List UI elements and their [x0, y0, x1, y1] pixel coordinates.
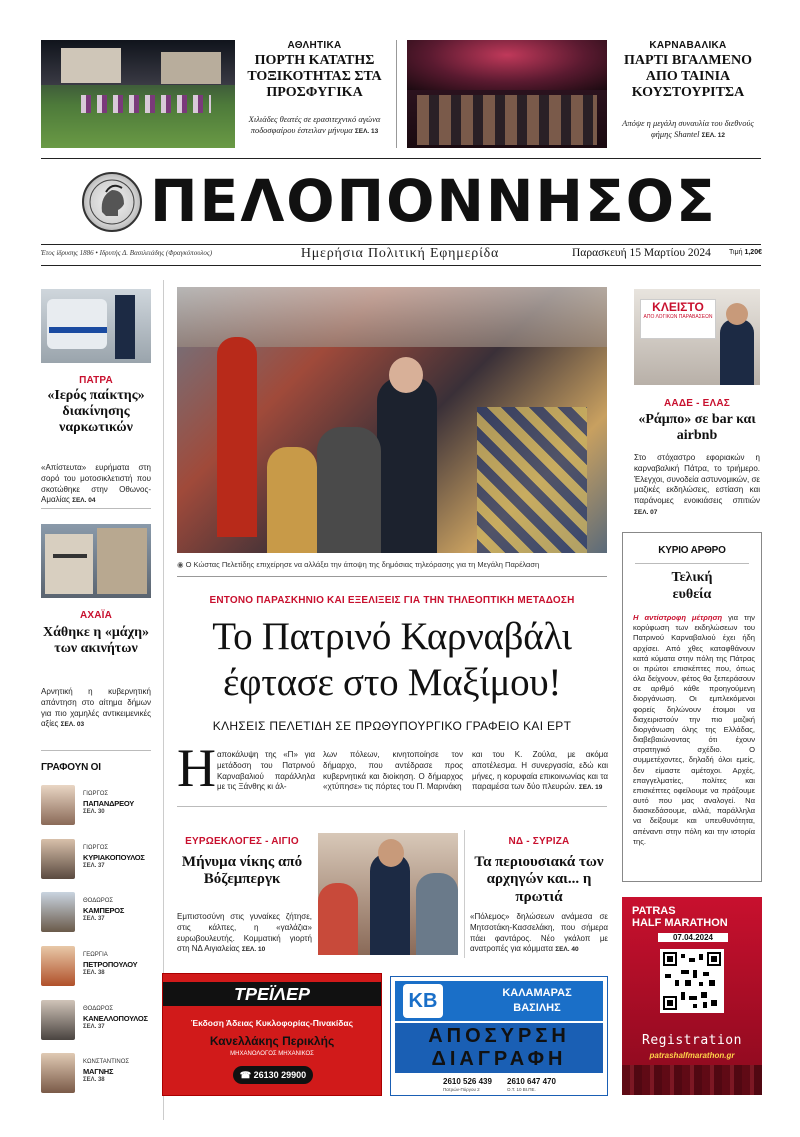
- columnist-last-name: ΠΕΤΡΟΠΟΥΛΟΥ: [83, 960, 138, 969]
- concert-photo: [407, 40, 607, 148]
- police-photo: [41, 289, 151, 363]
- columnist-last-name: ΚΑΝΕΛΛΟΠΟΥΛΟΣ: [83, 1014, 148, 1023]
- vozemberg-photo: [318, 833, 458, 955]
- main-kicker: ΕΝΤΟΝΟ ΠΑΡΑΣΚΗΝΙΟ ΚΑΙ ΕΞΕΛΙΞΕΙΣ ΓΙΑ ΤΗΝ ΤΗΛΕΟΠΤΙΚΗ ΜΕΤΑΔΟΣΗ: [209, 595, 575, 606]
- athena-head-icon: [84, 174, 140, 230]
- right-story1-body: [634, 453, 760, 518]
- bottom-story2-body-text: «Πόλεμος» δηλώσεων ανάμεσα σε Μητσοτάκη-Κασσελάκη, που σήμερα πάει φαντάρος. Νέο γκάλοπ με ανατροπές για κόμματα: [470, 912, 608, 954]
- trailer-ad-line1: Έκδοση Άδειας Κυκλοφορίας-Πινακίδας: [190, 1018, 354, 1028]
- camera-icon: ◉: [177, 560, 184, 569]
- trailer-ad-phone: [233, 1066, 313, 1084]
- trailer-ad[interactable]: [162, 973, 382, 1096]
- masthead-price: [722, 249, 762, 256]
- columnist-page: ΣΕΛ. 38: [83, 970, 105, 976]
- left-rule-2: [41, 750, 151, 751]
- avatar: [41, 785, 75, 825]
- trailer-ad-phone-number: 26130 29900: [253, 1070, 307, 1080]
- left-story1-body-text: «Απίστευτα» ευρήματα στη σορό του μοτοσικλετιστή που σκοτώθηκε στην Οθωνος-Αμαλίας: [41, 463, 151, 505]
- kalamaras-ad-name1: ΚΑΛΑΜΑΡΑΣ: [502, 987, 572, 999]
- right-story1-page: ΣΕΛ. 07: [634, 508, 658, 516]
- closed-sign: [640, 299, 716, 339]
- top-right-caption-text: Απόψε η μεγάλη συναυλία του διεθνούς φήμης Shantel: [622, 118, 754, 140]
- kalamaras-ad-name2: ΒΑΣΙΛΗΣ: [513, 1002, 561, 1014]
- avatar: [41, 839, 75, 879]
- left-story2-body: [41, 687, 151, 730]
- top-right-caption: [614, 118, 762, 141]
- columnist-4[interactable]: [41, 944, 161, 990]
- editorial-lead: Η αντίστροφη μέτρηση: [633, 613, 723, 622]
- masthead-rule-bottom: [41, 265, 761, 266]
- main-rule-2: [177, 806, 607, 807]
- columnist-first-name: ΘΟΔΩΡΟΣ: [83, 898, 114, 904]
- half-marathon-cta[interactable]: Registration: [642, 1033, 742, 1048]
- kalamaras-ad-addr2: Ο.Τ. 10 ΒΙ.ΠΕ.: [507, 1087, 536, 1092]
- columnist-page: ΣΕΛ. 37: [83, 916, 105, 922]
- columnist-last-name: ΚΥΡΙΑΚΟΠΟΥΛΟΣ: [83, 853, 145, 862]
- kalamaras-ad-phone2: 2610 647 470: [507, 1077, 556, 1086]
- left-story1-title[interactable]: «Ιερός παίκτης» διακίνησης ναρκωτικών: [47, 388, 145, 436]
- half-marathon-url[interactable]: patrashalfmarathon.gr: [649, 1051, 735, 1060]
- trailer-ad-name: Κανελλάκης Περικλής: [209, 1034, 335, 1048]
- kalamaras-ad-line1: ΑΠΟΣΥΡΣΗ: [428, 1025, 570, 1047]
- left-story1-body: [41, 463, 151, 506]
- columnist-first-name: ΘΟΔΩΡΟΣ: [83, 1006, 114, 1012]
- columnist-page: ΣΕΛ. 38: [83, 1077, 105, 1083]
- left-story2-page: ΣΕΛ. 03: [60, 721, 85, 729]
- main-body-col3: [472, 750, 608, 793]
- writers-title: ΓΡΑΦΟΥΝ ΟΙ: [41, 762, 101, 773]
- editorial-body-text: για την κορύφωση των εκδηλώσεων του Πατρινού Καρναβαλιού έχει ήδη αρχίσει. Από χθες καταφθάνουν κατά κύματα στην πόλη της Πάτρας οι πρώτοι επισκέπτες που, όπως όλα δείχνουν, φέτος θα ξεπεράσουν σε αριθμό κάθε προηγούμενη διοργάνωση. Οι εμπλεκόμενοι φορείς δηλώνουν έτοιμοι να διαχειριστούν την πιο μαζική διοργάνωση όλης της Ελλάδας, διαβεβαιώνοντας ότι έχουν στρατηγικό σχέδιο. Ο συμμετέχοντες, δηλαδή όλοι εμείς, δεν είμαστε αμέτοχοι. Αρχές, επαγγελματίες, πολίτες και επισκέπτες οφείλουμε να πράξουμε αυτό που μας αναλογεί. Να διασκεδάσουμε, αλλά, παράλληλα να δείξουμε και υπευθυνότητα, απέναντι στην πόλη και την ιστορία της.: [633, 613, 755, 846]
- columnist-3[interactable]: [41, 890, 161, 936]
- columnist-first-name: ΓΕΩΡΓΙΑ: [83, 952, 108, 958]
- top-right-title[interactable]: ΠΑΡΤΙ ΒΓΑΛΜΕΝΟ ΑΠΟ ΤΑΙΝΙΑ ΚΟΥΣΤΟΥΡΙΤΣΑ: [624, 53, 752, 101]
- qr-code-icon[interactable]: [660, 949, 724, 1013]
- columnist-5[interactable]: [41, 998, 161, 1044]
- columnist-last-name: ΠΑΠΑΝΔΡΕΟΥ: [83, 799, 135, 808]
- main-photo-caption: [177, 560, 607, 569]
- kb-logo-icon: KB: [403, 984, 443, 1018]
- main-headline[interactable]: [170, 614, 614, 706]
- kalamaras-ad-top: [395, 981, 603, 1021]
- top-left-title[interactable]: ΠΟΡΤΗ ΚΑΤΑΤΗΣ ΤΟΞΙΚΟΤΗΤΑΣ ΣΤΑ ΠΡΟΣΦΥΓΙΚΑ: [247, 53, 382, 101]
- bottom-divider: [464, 830, 465, 958]
- half-marathon-ad[interactable]: [622, 897, 762, 1095]
- main-body-col2: λων πόλεων, κινητοποίησε τον δήμαρχο, που αντέδρασε προς κυβερνητικά και διοίκηση. Ο δήμαρχος «χτύπησε» τις πόρτες του Π. Μαρινάκη: [323, 750, 463, 792]
- columnist-page: ΣΕΛ. 37: [83, 863, 105, 869]
- half-marathon-brand2: HALF MARATHON: [632, 917, 728, 929]
- columnist-first-name: ΓΙΩΡΓΟΣ: [83, 845, 109, 851]
- left-story2-kicker: ΑΧΑΪΑ: [79, 610, 113, 621]
- price-label: Τιμή: [729, 249, 743, 256]
- top-left-page: ΣΕΛ. 13: [354, 128, 379, 136]
- left-story2-title[interactable]: Χάθηκε η «μάχη» των ακινήτων: [42, 625, 150, 657]
- left-rule-1: [41, 508, 151, 509]
- masthead-founded: Έτος ίδρυσης 1886 • Ιδρυτής Δ. Βασιλειάδης (Φραγκόπουλος): [41, 249, 213, 257]
- buildings-photo: [41, 524, 151, 598]
- masthead-logo: [82, 172, 142, 232]
- carnival-main-photo: [177, 287, 607, 553]
- editorial-body: [633, 613, 755, 847]
- main-body-col1: αποκάλυψη της «Π» για μετάδοση του Πατρινού Καρναβαλιού παράλληλα με τις Ξάνθης κι άλ-: [217, 750, 315, 792]
- kalamaras-ad-phone1: 2610 526 439: [443, 1077, 492, 1086]
- top-rule: [41, 158, 761, 159]
- editorial-kicker: ΚΥΡΙΟ ΑΡΘΡΟ: [658, 545, 726, 556]
- left-story2-body-text: Αρνητική η κυβερνητική απάντηση στο αίτημα δήμων για πιο χαμηλές αντικειμενικές αξίες: [41, 687, 151, 729]
- main-page: ΣΕΛ. 19: [578, 784, 603, 792]
- half-marathon-brand1: PATRAS: [632, 905, 676, 917]
- columnist-last-name: ΚΑΜΠΕΡΟΣ: [83, 906, 125, 915]
- kalamaras-ad-line2: ΔΙΑΓΡΑΦΗ: [431, 1048, 567, 1070]
- editorial-title[interactable]: Τελική ευθεία: [671, 570, 713, 602]
- city-skyline: [622, 1065, 762, 1095]
- top-right-kicker: ΚΑΡΝΑΒΑΛΙΚΑ: [649, 40, 727, 51]
- phone-icon: ☎: [239, 1070, 252, 1080]
- bottom-story1-title[interactable]: Μήνυμα νίκης από Βόζεμπεργκ: [181, 854, 303, 888]
- main-photo-caption-text: Ο Κώστας Πελετίδης επιχείρησε να αλλάξει την άποψη της δημόσιας τηλεόρασης για τη Μεγάλη Παρέλαση: [185, 560, 540, 569]
- bottom-story2-kicker: ΝΔ - ΣΥΡΙΖΑ: [508, 836, 570, 847]
- right-story1-kicker: ΑΑΔΕ - ΕΛΑΣ: [664, 398, 730, 409]
- kalamaras-ad-addr1: Πατρών-Πύργου 2: [443, 1087, 480, 1092]
- columnist-1[interactable]: [41, 783, 161, 829]
- kalamaras-ad-middle: [395, 1023, 603, 1073]
- top-left-caption-text: Χιλιάδες θεατές σε ερασιτεχνικό αγώνα ποδοσφαίρου έστειλαν μήνυμα: [248, 114, 381, 136]
- bottom-story1-page: ΣΕΛ. 10: [241, 946, 266, 954]
- main-body-col3-text: και του Κ. Ζούλα, με ακόμα αποτέλεσμα. Η συνεργασία, εδώ και μήνες, η κορυφαία επικοινωνίας και τα παραμέσα των δύο πλευρών.: [472, 750, 608, 792]
- main-headline-line-2: έφτασε στο Μαξίμου!: [222, 661, 562, 704]
- avatar: [41, 1053, 75, 1093]
- football-photo: [41, 40, 235, 148]
- bottom-story1-body: [177, 912, 312, 955]
- left-story1-kicker: ΠΑΤΡΑ: [79, 375, 113, 386]
- columnist-6[interactable]: [41, 1051, 161, 1097]
- top-right-page: ΣΕΛ. 12: [701, 132, 726, 140]
- closed-shop-photo: [634, 289, 760, 385]
- top-left-kicker: ΑΘΛΗΤΙΚΑ: [287, 40, 342, 51]
- bottom-story2-title[interactable]: Τα περιουσιακά των αρχηγών και... η πρωτιά: [474, 854, 604, 905]
- columnist-last-name: ΜΑΓΝΗΣ: [83, 1067, 114, 1076]
- left-story1-page: ΣΕΛ. 04: [72, 497, 96, 505]
- avatar: [41, 1000, 75, 1040]
- main-deck: ΚΛΗΣΕΙΣ ΠΕΛΕΤΙΔΗ ΣΕ ΠΡΩΘΥΠΟΥΡΓΙΚΟ ΓΡΑΦΕΙΟ ΚΑΙ ΕΡΤ: [212, 719, 572, 733]
- columnist-2[interactable]: [41, 837, 161, 883]
- columnist-first-name: ΓΙΩΡΓΟΣ: [83, 791, 109, 797]
- masthead-subtitle: Ημερήσια Πολιτική Εφημερίδα: [300, 246, 500, 261]
- bottom-story1-body-text: Εμπιστοσύνη στις γυναίκες ζήτησε, στις κάλπες, η «γαλάζια» ευρωβουλευτής. Κομματική γιορτή στη ΝΔ Αιγιαλείας: [177, 912, 312, 954]
- main-headline-line-1: Το Πατρινό Καρναβάλι: [212, 615, 572, 658]
- masthead-title[interactable]: ΠΕΛΟΠΟΝΝΗΣΟΣ: [150, 167, 717, 235]
- masthead-rule-top: [41, 244, 761, 245]
- avatar: [41, 892, 75, 932]
- editorial-rule: [635, 563, 749, 564]
- masthead-date: Παρασκευή 15 Μαρτίου 2024: [572, 247, 711, 259]
- right-story1-body-text: Στο στόχαστρο εφοριακών η καρναβαλική Πάτρα, το τριήμερο. Έλεγχοι, συνοδεία αστυνομικών, σε μαζικές εκδηλώσεις, εστίαση και παράνομες ενοικιάσεις σπιτιών: [634, 453, 760, 506]
- trailer-ad-role: ΜΗΧΑΝΟΛΟΓΟΣ ΜΗΧΑΝΙΚΟΣ: [230, 1051, 314, 1057]
- top-divider: [396, 40, 397, 148]
- top-left-caption: [242, 114, 387, 137]
- bottom-story1-kicker: ΕΥΡΩΕΚΛΟΓΕΣ - ΑΙΓΙΟ: [185, 836, 299, 847]
- bottom-story2-page: ΣΕΛ. 40: [555, 946, 579, 954]
- columnist-first-name: ΚΩΝΣΤΑΝΤΙΝΟΣ: [83, 1059, 130, 1065]
- price-value: 1,20€: [744, 249, 762, 256]
- main-rule-1: [177, 576, 607, 577]
- closed-sign-text-2: ΑΠΟ ΛΟΓΙΚΩΝ ΠΑΡΑΒΑΣΕΩΝ: [643, 314, 713, 320]
- closed-sign-text-1: ΚΛΕΙΣΤΟ: [652, 300, 704, 314]
- right-story1-title[interactable]: «Ράμπο» σε bar και airbnb: [638, 412, 756, 444]
- avatar: [41, 946, 75, 986]
- trailer-ad-title: ΤΡΕΪΛΕΡ: [163, 982, 381, 1006]
- columnist-page: ΣΕΛ. 37: [83, 1024, 105, 1030]
- half-marathon-date: 07.04.2024: [658, 933, 728, 942]
- main-dropcap: Η: [177, 738, 216, 798]
- columnist-page: ΣΕΛ. 30: [83, 809, 105, 815]
- kalamaras-ad[interactable]: [390, 976, 608, 1096]
- editorial-box: [622, 532, 762, 882]
- bottom-story2-body: [470, 912, 608, 955]
